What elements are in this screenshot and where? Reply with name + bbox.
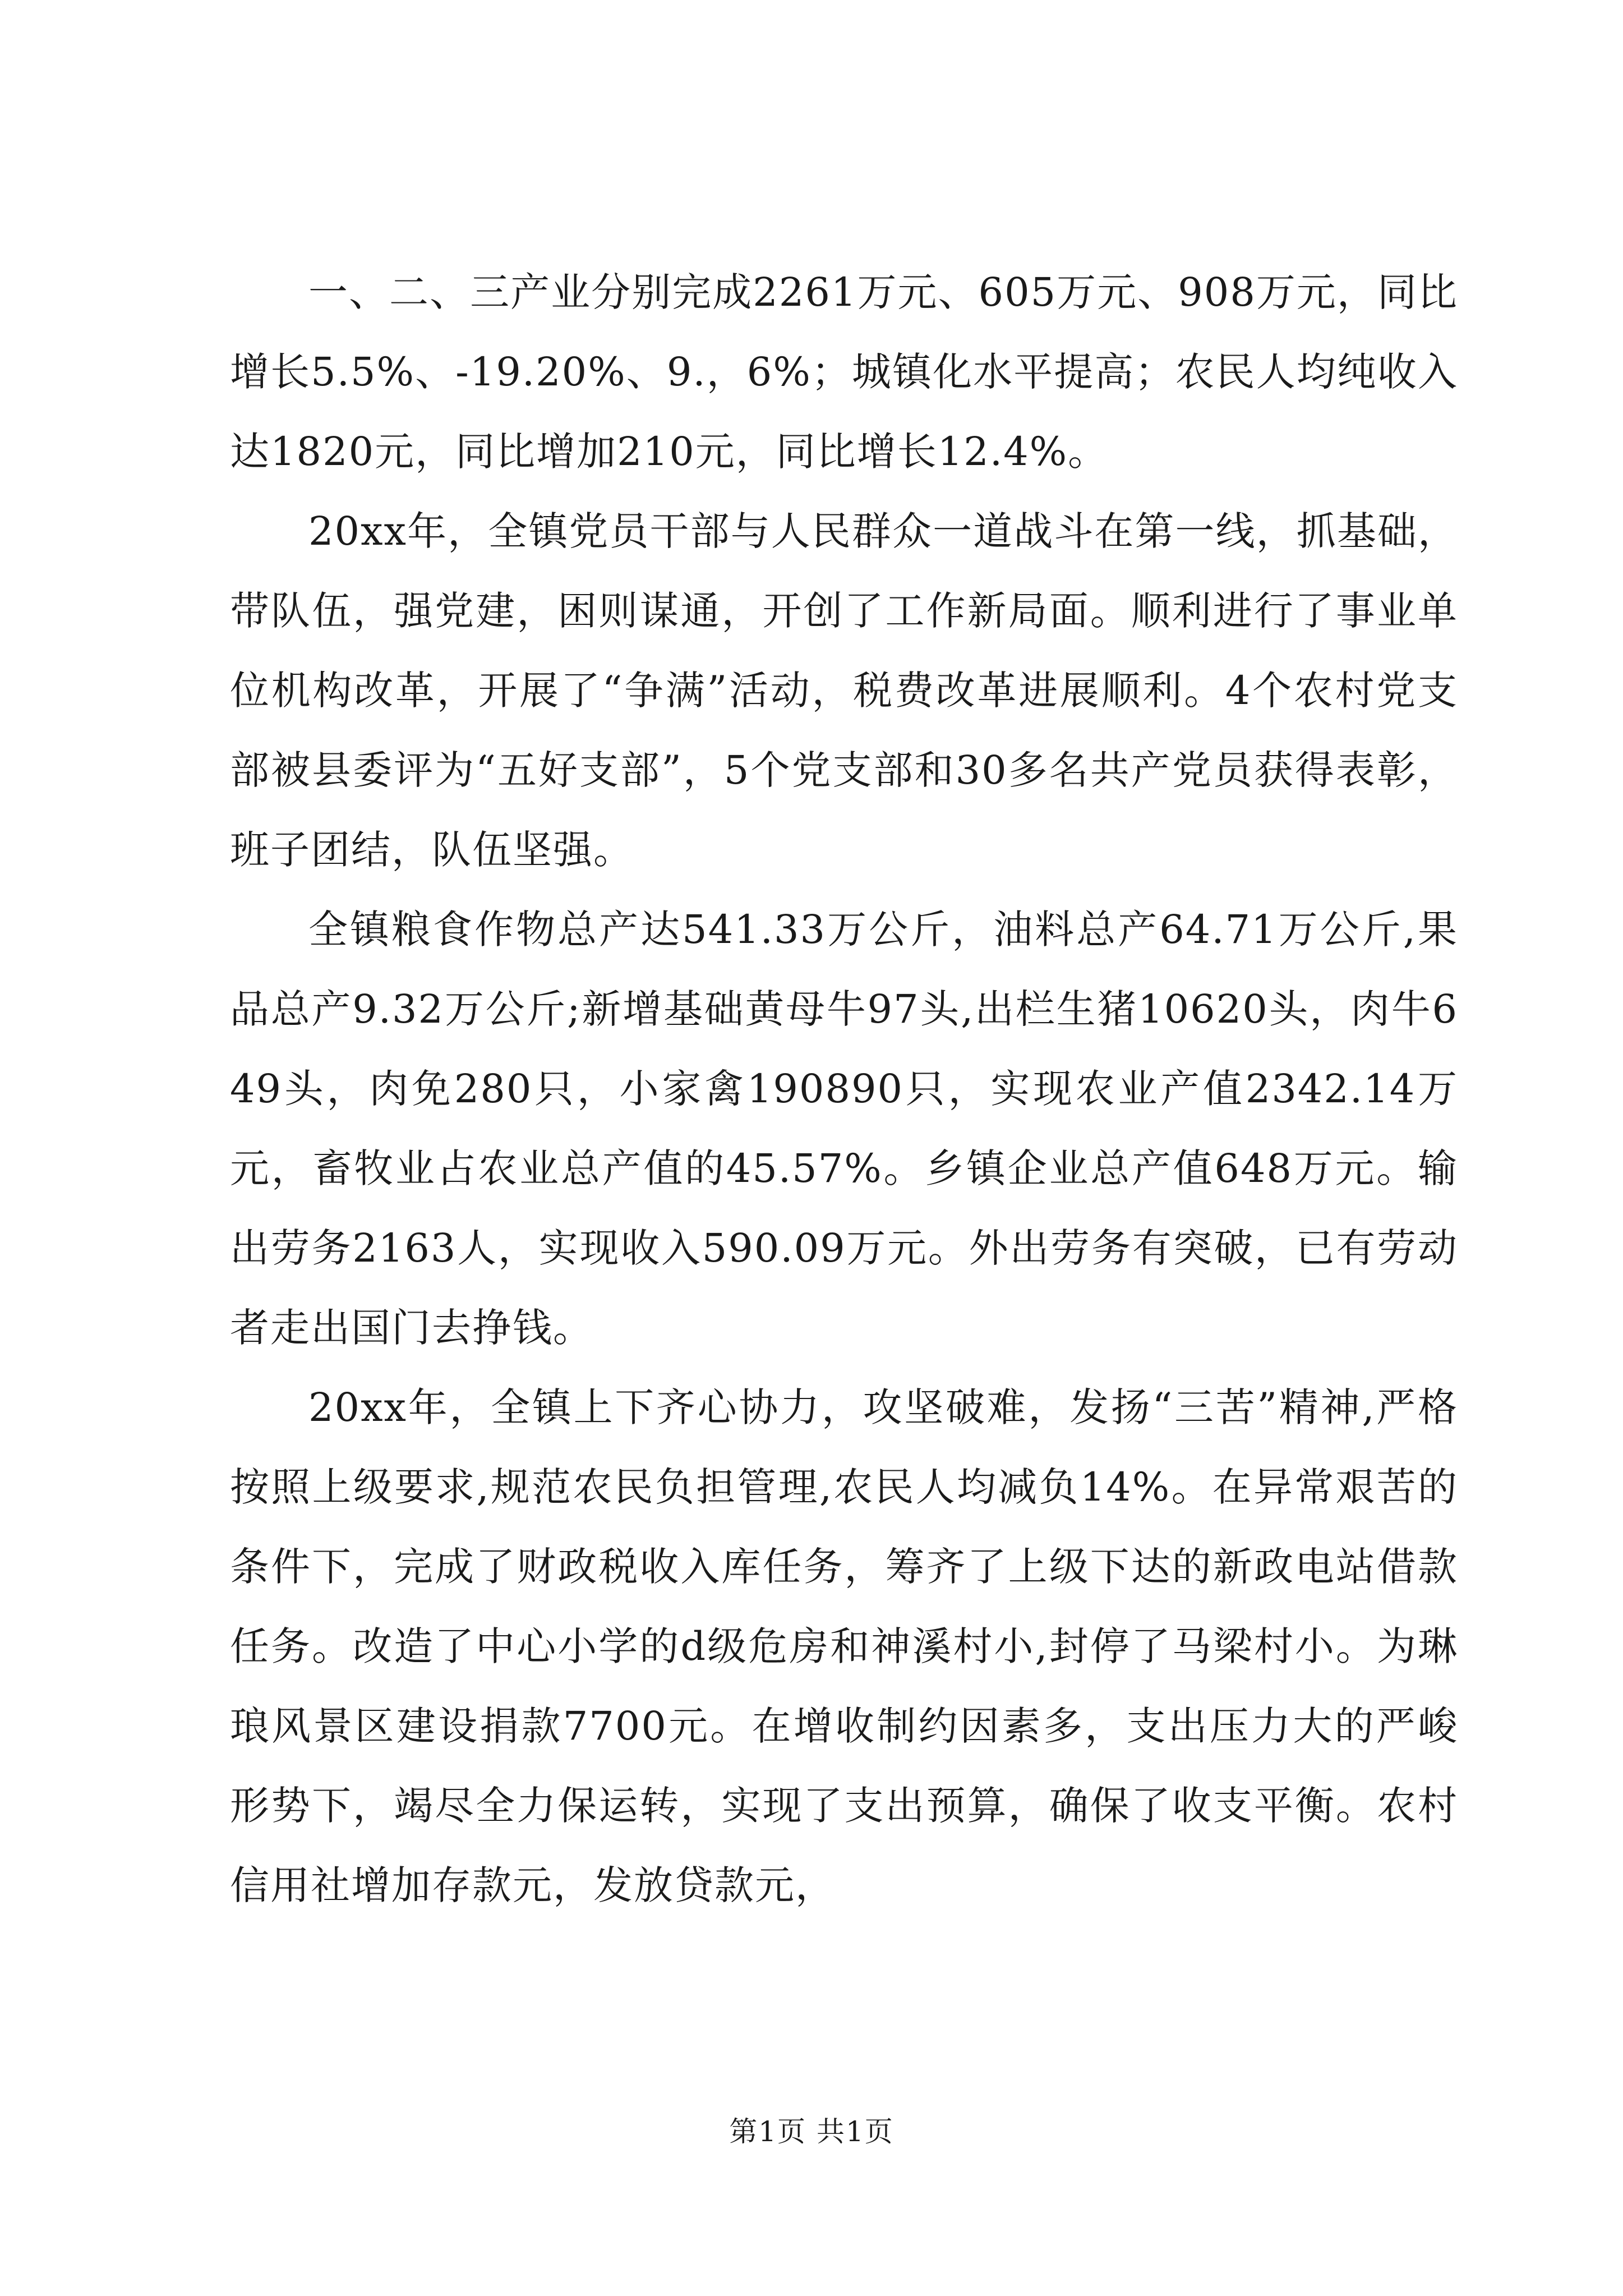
paragraph-1: 一、二、三产业分别完成2261万元、605万元、908万元，同比增长5.5%、-19.20%、9.，6%；城镇化水平提高；农民人均纯收入达1820元，同比增加210元，同比增长12.4%。	[230, 269, 1458, 475]
paragraph-2: 20xx年，全镇党员干部与人民群众一道战斗在第一线，抓基础，带队伍，强党建，困则谋通，开创了工作新局面。顺利进行了事业单位机构改革，开展了“争满”活动，税费改革进展顺利。4个农村党支部被县委评为“五好支部”，5个党支部和30多名共产党员获得表彰，班子团结，队伍坚强。	[230, 508, 1458, 873]
paragraph-3: 全镇粮食作物总产达541.33万公斤，油料总产64.71万公斤,果品总产9.32万公斤;新增基础黄母牛97头,出栏生猪10620头，肉牛649头，肉免280只，小家禽190890只，实现农业产值2342.14万元，畜牧业占农业总产值的45.57%。乡镇企业总产值648万元。输出劳务2163人，实现收入590.09万元。外出劳务有突破，已有劳动者走出国门去挣钱。	[230, 907, 1458, 1351]
page-footer: 第1页 共1页	[729, 2115, 894, 2148]
paragraph-4: 20xx年，全镇上下齐心协力，攻坚破难，发扬“三苦”精神,严格按照上级要求,规范农民负担管理,农民人均减负14%。在异常艰苦的条件下，完成了财政税收入库任务，筹齐了上级下达的新政电站借款任务。改造了中心小学的d级危房和神溪村小,封停了马梁村小。为琳琅风景区建设捐款7700元。在增收制约因素多，支出压力大的严峻形势下，竭尽全力保运转，实现了支出预算，确保了收支平衡。农村信用社增加存款元，发放贷款元，	[230, 1384, 1458, 1908]
document-body	[230, 252, 1458, 1925]
